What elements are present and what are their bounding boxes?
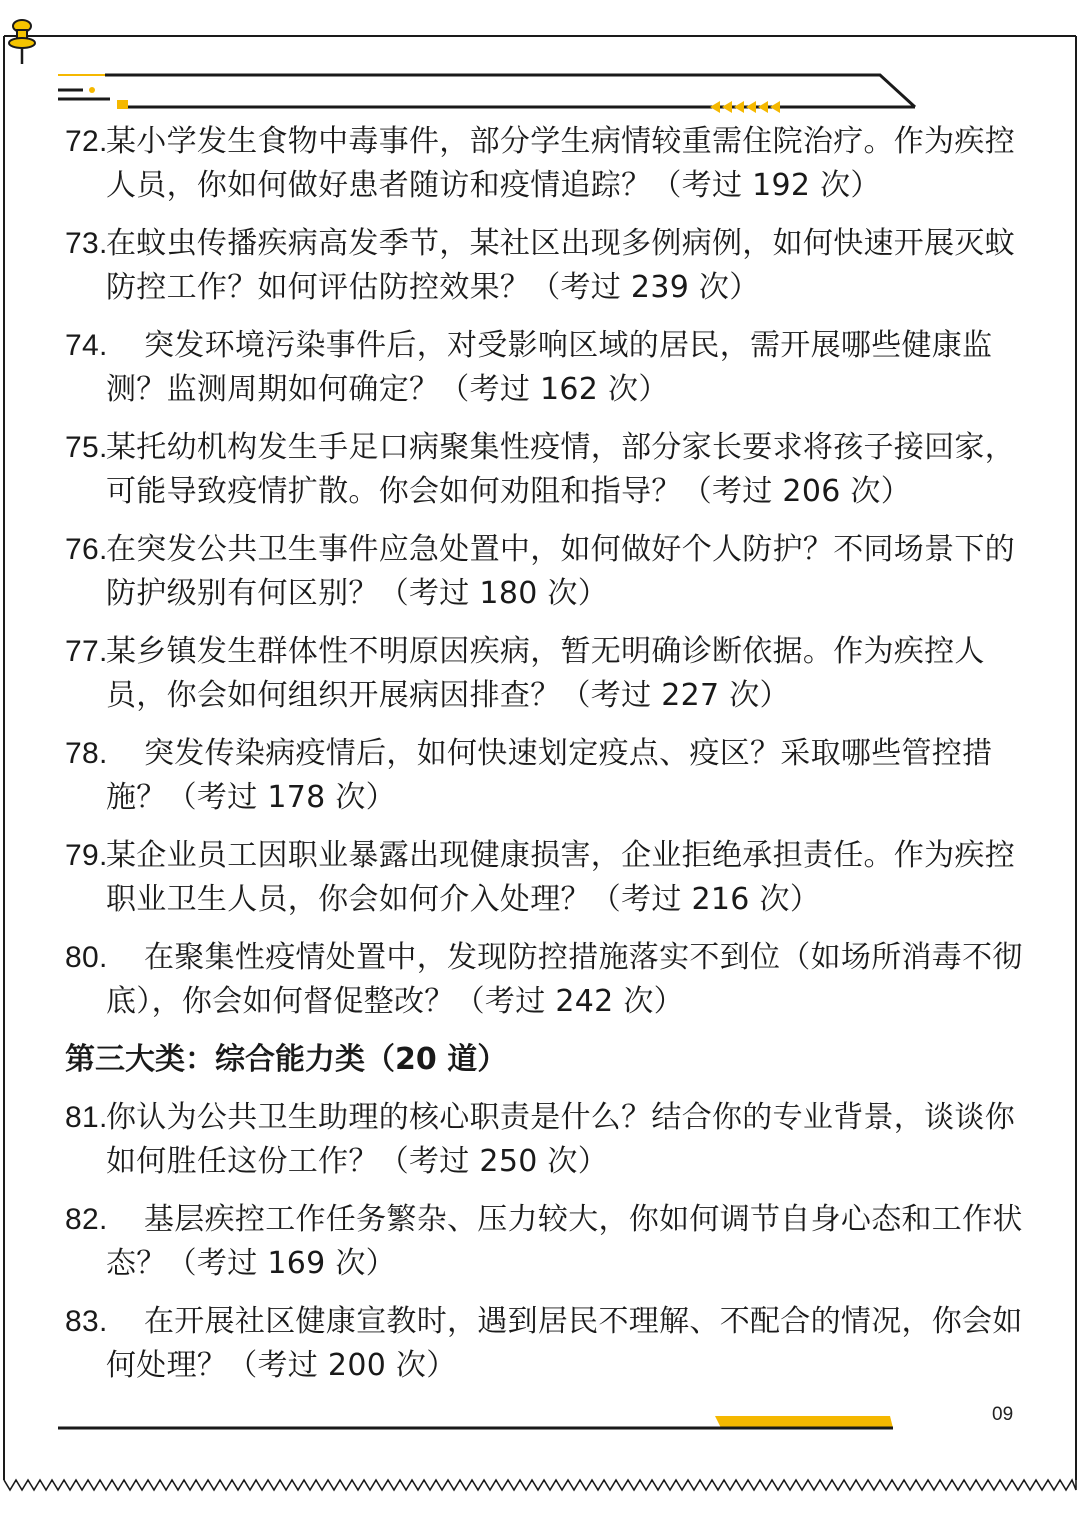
question-text: 某托幼机构发生手足口病聚集性疫情，部分家长要求将孩子接回家，可能导致疫情扩散。你会如何劝阻和指导？（考过 206 次） (106, 430, 1015, 509)
question-text: 某乡镇发生群体性不明原因疾病，暂无明确诊断依据。作为疾控人员，你会如何组织开展病因排查？（考过 227 次） (106, 634, 985, 713)
question-item (65, 120, 1025, 208)
question-text: 在蚊虫传播疾病高发季节，某社区出现多例病例，如何快速开展灭蚊防控工作？如何评估防控效果？（考过 239 次） (106, 226, 1015, 305)
question-number: 75. (65, 431, 108, 464)
question-item (65, 732, 1025, 820)
question-number: 80. (65, 941, 108, 974)
question-text: 某小学发生食物中毒事件，部分学生病情较重需住院治疗。作为疾控人员，你如何做好患者随访和疫情追踪？（考过 192 次） (106, 124, 1015, 203)
question-number: 76. (65, 533, 108, 566)
question-item (65, 324, 1025, 412)
question-item (65, 630, 1025, 718)
footer-decoration (55, 1410, 905, 1438)
question-text: 你认为公共卫生助理的核心职责是什么？结合你的专业背景，谈谈你如何胜任这份工作？（考过 250 次） (106, 1100, 1015, 1179)
content-area (65, 120, 1025, 1402)
question-item (65, 834, 1025, 922)
question-text: 突发环境污染事件后，对受影响区域的居民，需开展哪些健康监测？监测周期如何确定？（考过 162 次） (106, 328, 993, 407)
question-number: 72. (65, 125, 108, 158)
question-number: 74. (65, 329, 108, 362)
question-item (65, 1096, 1025, 1184)
question-text: 在开展社区健康宣教时，遇到居民不理解、不配合的情况，你会如何处理？（考过 200 次） (106, 1304, 1023, 1383)
question-number: 82. (65, 1203, 108, 1236)
question-number: 83. (65, 1305, 108, 1338)
question-item (65, 222, 1025, 310)
question-number: 81. (65, 1101, 108, 1134)
question-item (65, 426, 1025, 514)
question-number: 77. (65, 635, 108, 668)
question-item (65, 528, 1025, 616)
question-text: 基层疾控工作任务繁杂、压力较大，你如何调节自身心态和工作状态？（考过 169 次） (106, 1202, 1023, 1281)
question-number: 78. (65, 737, 108, 770)
question-item (65, 936, 1025, 1024)
question-text: 某企业员工因职业暴露出现健康损害，企业拒绝承担责任。作为疾控职业卫生人员，你会如何介入处理？（考过 216 次） (106, 838, 1015, 917)
page-number: 09 (992, 1404, 1014, 1425)
question-number: 73. (65, 227, 108, 260)
question-text: 突发传染病疫情后，如何快速划定疫点、疫区？采取哪些管控措施？（考过 178 次） (106, 736, 993, 815)
question-text: 在聚集性疫情处置中，发现防控措施落实不到位（如场所消毒不彻底），你会如何督促整改？（考过 242 次） (106, 940, 1023, 1019)
section-title: 第三大类：综合能力类（20 道） (65, 1042, 508, 1077)
question-number: 79. (65, 839, 108, 872)
header-decoration (55, 70, 925, 120)
pushpin-icon (4, 16, 40, 66)
question-text: 在突发公共卫生事件应急处置中，如何做好个人防护？不同场景下的防护级别有何区别？（考过 180 次） (106, 532, 1015, 611)
question-item (65, 1198, 1025, 1286)
question-item (65, 1300, 1025, 1388)
